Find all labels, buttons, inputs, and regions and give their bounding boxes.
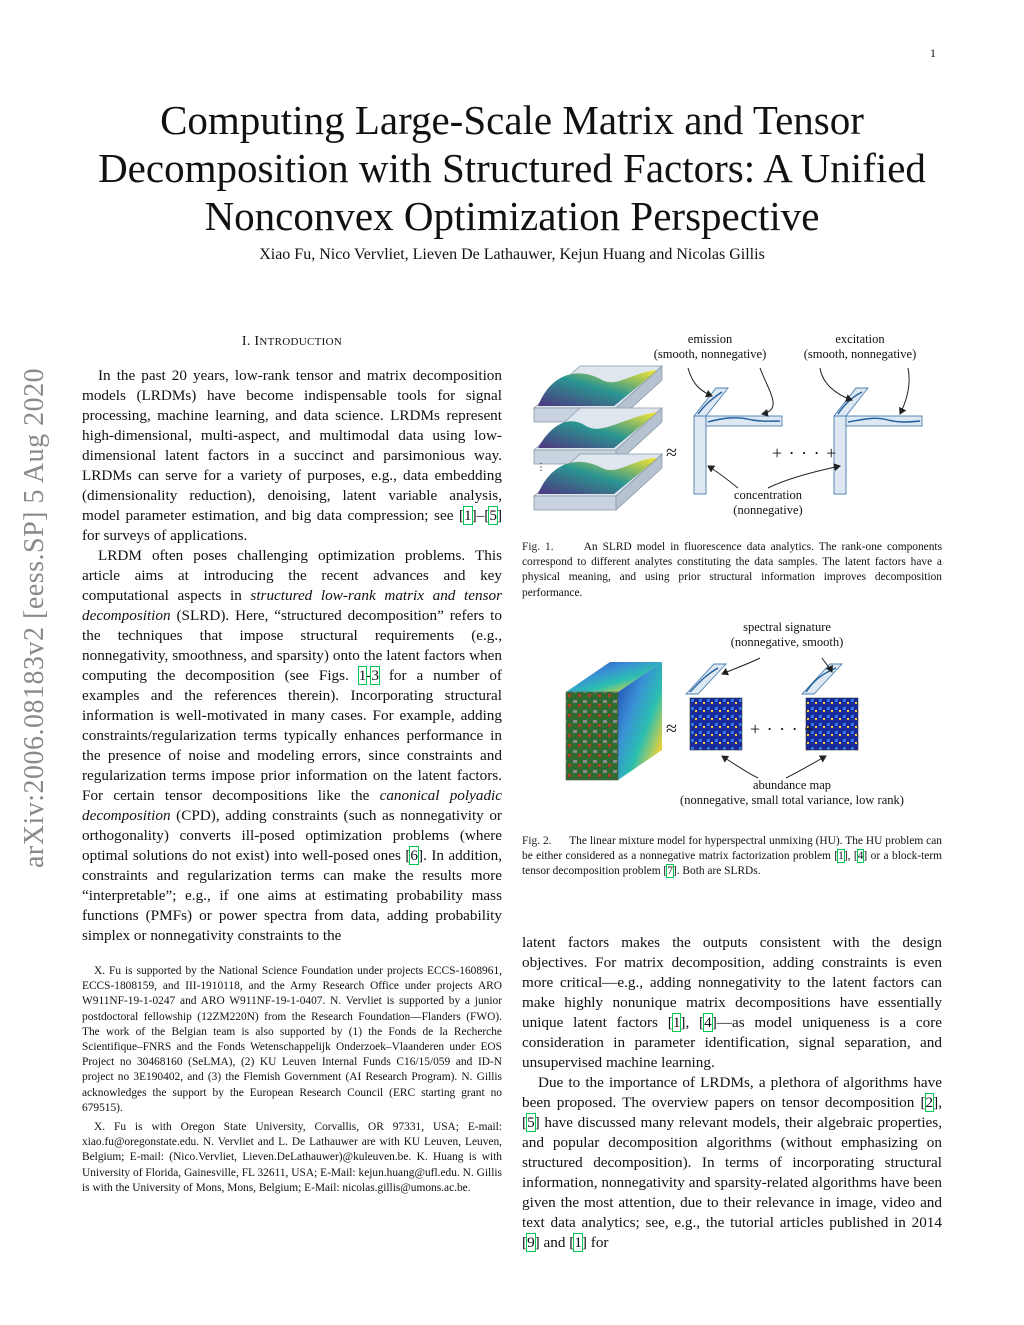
figure-2 [522, 618, 942, 813]
citation-link[interactable]: 1 [672, 1014, 681, 1031]
page-number: 1 [930, 46, 936, 60]
right-paragraph-2: Due to the importance of LRDMs, a plethora of algorithms have been proposed. The overview papers on tensor decomposition [2], [5] have discussed many relevant models, their algebraic properties, and popular decomposition algorithms (without emphasizing on structured decomposition). In terms of incorporating structural information, nonnegativity and sparsity-related algorithms have been given the most attention, due to their relevance in image, video and text data analytics; see, e.g., the tutorial articles published in 2014 [9] and [1] for [522, 1074, 942, 1251]
citation-link[interactable]: 7 [667, 865, 673, 878]
label-excitation: excitation (smooth, nonnegative) [803, 332, 917, 361]
left-column [82, 334, 502, 1196]
right-column [522, 933, 942, 1253]
paper-title [60, 96, 964, 240]
label-concentration: concentration (nonnegative) [733, 488, 803, 517]
citation-link[interactable]: 1 [464, 507, 472, 524]
approx-symbol: ≈ [666, 718, 677, 740]
approx-symbol: ≈ [666, 442, 677, 464]
plus-ellipsis: + · · · + [772, 443, 838, 463]
citation-link[interactable]: 4 [857, 850, 864, 863]
footnotes [82, 964, 502, 1196]
arxiv-stamp: arXiv:2006.08183v2 [eess.SP] 5 Aug 2020 [19, 367, 50, 868]
hyperspectral-cube [566, 662, 662, 780]
plus-ellipsis: + · · · + [750, 719, 816, 739]
citation-link[interactable]: 4 [704, 1014, 712, 1031]
citation-link[interactable]: 5 [527, 1114, 535, 1131]
intro-paragraph-2: LRDM often poses challenging optimization problems. This article aims at introducing the recent advances and key computational aspects in structured low-rank matrix and tensor decomposition (SLRD). Here, “structured decomposition” refers to the techniques that impose structural requirements (e.g., nonnegativity, smoothness, and sparsity) onto the latent factors when computing the decomposition (see Figs. 1-3 for a number of examples and the references therein). Incorporating structural information is well-motivated in many cases. For example, adding constraints/regularization terms typically enhances performance in the presence of noise and modeling errors, since constraints and regularization terms impose prior information on the latent factors. For certain tensor decompositions like the canonical polyadic decomposition (CPD), adding constraints (such as nonnegativity or orthogonality) converts ill-posed optimization problems (where optimal solutions do not exist) into well-posed ones [6]. In addition, constraints and regularization terms can make the results more “interpretable”; e.g., if one aims at estimating probability mass functions (PMFs) or power spectra from data, adding probability simplex or nonnegativity constraints to the [82, 547, 502, 944]
right-paragraph-1: latent factors makes the outputs consistent with the design objectives. For matrix decomposition, adding constraints is even more critical—e.g., adding nonnegativity to the latent factors can make highly nonunique matrix decompositions have essentially unique latent factors [1], [4]—as model uniqueness is a core consideration in parameter identification, signal separation, and unsupervised machine learning. [522, 934, 942, 1071]
figure-1-caption: Fig. 1. An SLRD model in fluorescence data analytics. The rank-one components correspond to different analytes constituting the data samples. The latent factors have a physical meaning, and using prior structural information improves decomposition performance. [522, 541, 942, 599]
figure-1-label: Fig. 1. [522, 541, 554, 553]
label-abundance-map: abundance map (nonnegative, small total variance, low rank) [680, 778, 904, 807]
data-tensor-slices [534, 366, 662, 510]
figure-link[interactable]: 3 [371, 667, 379, 684]
figure-2-label: Fig. 2. [522, 835, 552, 847]
section-heading: I. INTRODUCTION [241, 334, 343, 349]
citation-link[interactable]: 2 [925, 1094, 934, 1111]
intro-paragraph-1: In the past 20 years, low-rank tensor and matrix decomposition models (LRDMs) have become indispensable tools for signal processing, machine learning, and data science. LRDMs represent high-dimensional, multi-aspect, and multimodal data using low-dimensional latent factors in a succinct and parsimonious way. LRDMs can serve for a variety of purposes, e.g., data embedding (dimensionality reduction), denoising, latent variable analysis, model parameter estimation, and big data compression; see [1]–[5] for surveys of applications. [82, 367, 502, 544]
rank-one-component-1 [694, 388, 782, 494]
endmember-component-1 [686, 664, 742, 750]
footnote-affiliations: X. Fu is with Oregon State University, Corvallis, OR 97331, USA; E-mail: xiao.fu@oregonstate.edu. N. Vervliet and L. De Lathauwer are with KU Leuven, Leuven, Belgium; E-mail: (Nico.Vervliet, Lieven.DeLathauwer)@kuleuven.be. K. Huang is with University of Florida, Gainesville, FL 32611, USA; E-Mail: kejun.huang@ufl.edu. N. Gillis is with the University of Mons, Mons, Belgium; E-Mail: nicolas.gillis@umons.ac.be. [82, 1121, 502, 1194]
citation-link[interactable]: 5 [489, 507, 497, 524]
citation-link[interactable]: 6 [410, 847, 418, 864]
label-spectral-signature: spectral signature (nonnegative, smooth) [730, 620, 844, 649]
figure-link[interactable]: 1 [358, 667, 367, 684]
annotation-arrows [688, 368, 909, 488]
citation-link[interactable]: 1 [574, 1234, 582, 1251]
figure-1 [522, 330, 942, 530]
figure-2-caption: Fig. 2. The linear mixture model for hyperspectral unmixing (HU). The HU problem can be either considered as a nonnegative matrix factorization problem [1], [4] or a block-term tensor decomposition problem [7]. Both are SLRDs. [522, 835, 943, 878]
title-line-2: Decomposition with Structured Factors: A Unified [98, 145, 926, 191]
citation-link[interactable]: 1 [838, 850, 844, 863]
title-line-1: Computing Large-Scale Matrix and Tensor [160, 97, 864, 143]
svg-text:⋮: ⋮ [536, 462, 546, 473]
label-emission: emission (smooth, nonnegative) [653, 332, 767, 361]
title-line-3: Nonconvex Optimization Perspective [204, 193, 820, 239]
citation-link[interactable]: 9 [527, 1234, 535, 1251]
footnote-funding: X. Fu is supported by the National Science Foundation under projects ECCS-1608961, ECCS-1808159, and III-1910118, and the Army Research Office under projects ARO W911NF-19-1-0247 and ARO W911NF-19-1-0407. N. Vervliet is supported by a junior postdoctoral fellowship (12ZM220N) from the Research Foundation—Flanders (FWO). The work of the Belgian team is also supported by (1) the Fonds de la Recherche Scientifique–FNRS and the Fonds Wetenschappelijk Onderzoek–Vlaanderen under EOS Project no 30468160 (SeLMA), (2) KU Leuven Internal Funds C16/15/059 and ID-N project no 3E190402, and (3) the Flemish Government (AI Research Program). N. Gillis acknowledges the support by the European Research Council (ERC starting grant no 679515). [82, 965, 502, 1114]
author-list: Xiao Fu, Nico Vervliet, Lieven De Lathauwer, Kejun Huang and Nicolas Gillis [259, 246, 765, 263]
rank-one-component-2 [834, 388, 922, 494]
